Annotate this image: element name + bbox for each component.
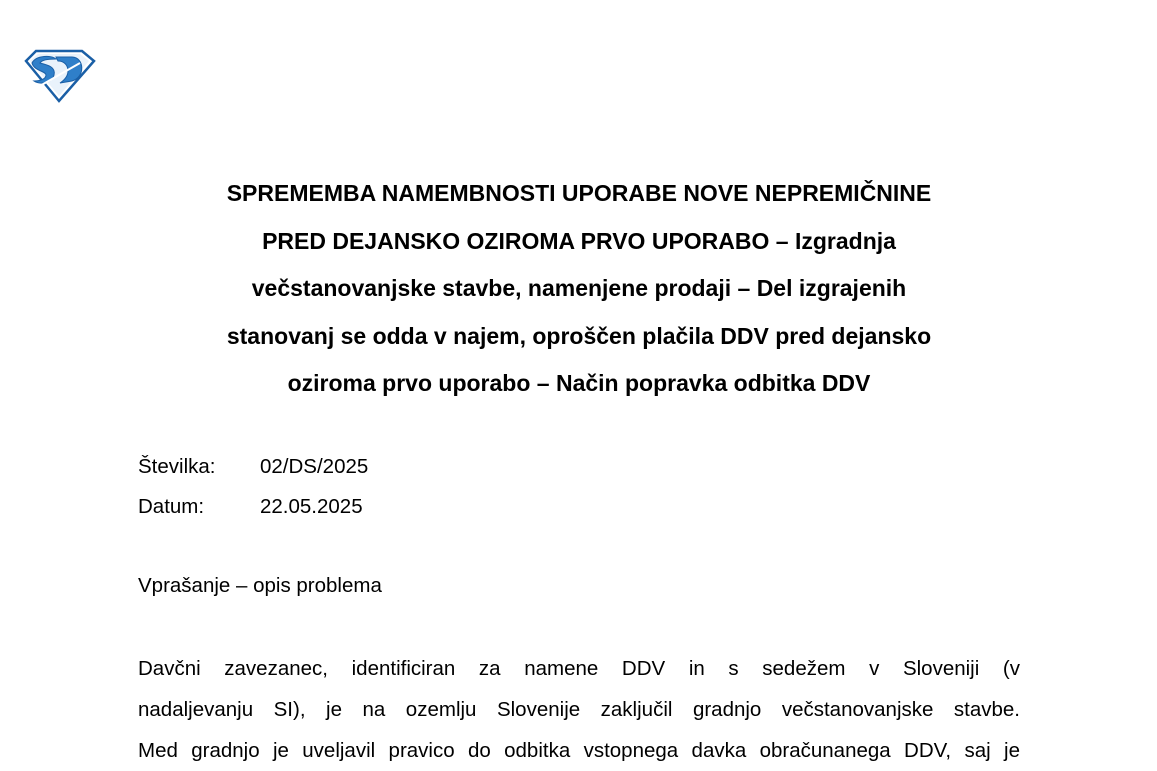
document-number-label: Številka:: [138, 455, 216, 478]
section-heading: Vprašanje – opis problema: [138, 574, 382, 597]
document-number-row: [138, 455, 368, 479]
document-date-value: 22.05.2025: [260, 495, 363, 518]
paragraph-line: nadaljevanju SI), je na ozemlju Slovenije zaključil gradnjo večstanovanjske stavbe.: [138, 698, 1020, 721]
paragraph-line: Davčni zavezanec, identificiran za namene DDV in s sedežem v Sloveniji (v: [138, 657, 1020, 680]
document-date-row: [138, 495, 363, 519]
document-number-value: 02/DS/2025: [260, 455, 369, 478]
title-line: večstanovanjske stavbe, namenjene prodaji – Del izgrajenih: [251, 275, 907, 301]
document-date-label: Datum:: [138, 495, 205, 518]
title-line: SPREMEMBA NAMEMBNOSTI UPORABE NOVE NEPREMIČNINE: [226, 180, 932, 206]
title-line: oziroma prvo uporabo – Način popravka odbitka DDV: [287, 370, 871, 396]
document-title: [138, 170, 1020, 408]
sd-logo: [22, 49, 96, 103]
title-line: stanovanj se odda v najem, oproščen plačila DDV pred dejansko: [226, 322, 932, 349]
body-paragraph: [138, 648, 1020, 771]
paragraph-line: Med gradnjo je uveljavil pravico do odbitka vstopnega davka obračunanega DDV, saj je: [138, 739, 1020, 762]
shield-logo-icon: [22, 49, 96, 103]
title-line: PRED DEJANSKO OZIROMA PRVO UPORABO – Izgradnja: [262, 227, 896, 254]
